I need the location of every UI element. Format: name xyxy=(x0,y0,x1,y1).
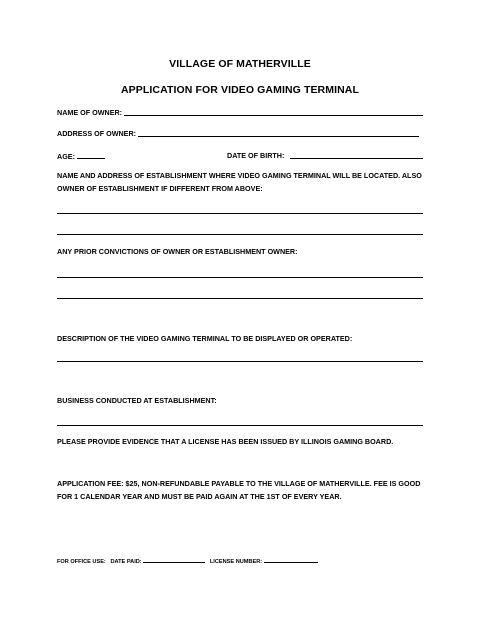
village-name-heading: VILLAGE OF MATHERVILLE xyxy=(169,58,311,70)
age-dob-row xyxy=(57,151,423,161)
owner-name-blank[interactable] xyxy=(124,108,423,116)
description-blank[interactable] xyxy=(57,361,423,362)
license-evidence-note: PLEASE PROVIDE EVIDENCE THAT A LICENSE HAS BEEN ISSUED BY ILLINOIS GAMING BOARD. xyxy=(57,437,394,446)
office-use-row xyxy=(57,556,318,565)
convictions-question: ANY PRIOR CONVICTIONS OF OWNER OR ESTABLISHMENT OWNER: xyxy=(57,247,298,256)
form-title-heading: APPLICATION FOR VIDEO GAMING TERMINAL xyxy=(120,84,359,96)
license-number-label: LICENSE NUMBER: xyxy=(209,559,263,565)
license-number-blank[interactable] xyxy=(264,556,318,563)
owner-name-field xyxy=(57,108,423,117)
dob-label: DATE OF BIRTH: xyxy=(227,151,285,160)
age-blank[interactable] xyxy=(77,151,105,159)
owner-name-label: NAME OF OWNER: xyxy=(57,108,123,117)
establishment-blank-2[interactable] xyxy=(57,234,423,235)
dob-blank[interactable] xyxy=(290,151,423,159)
age-label: AGE: xyxy=(57,152,75,161)
date-paid-label: DATE PAID: xyxy=(110,559,142,565)
owner-address-blank[interactable] xyxy=(138,129,419,137)
application-fee-note: APPLICATION FEE: $25, NON-REFUNDABLE PAYABLE TO THE VILLAGE OF MATHERVILLE. FEE IS GOOD FOR 1 CALENDAR YEAR AND MUST BE PAID AGAIN AT THE 1ST OF EVERY YEAR. xyxy=(57,479,421,501)
date-paid-blank[interactable] xyxy=(143,556,205,563)
owner-address-label: ADDRESS OF OWNER: xyxy=(57,129,137,138)
establishment-blank-1[interactable] xyxy=(57,213,423,214)
establishment-question: NAME AND ADDRESS OF ESTABLISHMENT WHERE VIDEO GAMING TERMINAL WILL BE LOCATED. ALSO OWNER OF ESTABLISHMENT IF DIFFERENT FROM ABOVE: xyxy=(57,171,422,193)
description-question: DESCRIPTION OF THE VIDEO GAMING TERMINAL TO BE DISPLAYED OR OPERATED: xyxy=(57,334,353,343)
business-question: BUSINESS CONDUCTED AT ESTABLISHMENT: xyxy=(57,396,217,405)
owner-address-field xyxy=(57,129,419,138)
convictions-blank-1[interactable] xyxy=(57,277,423,278)
business-blank[interactable] xyxy=(57,425,423,426)
office-use-label: FOR OFFICE USE: xyxy=(57,559,106,565)
convictions-blank-2[interactable] xyxy=(57,298,423,299)
